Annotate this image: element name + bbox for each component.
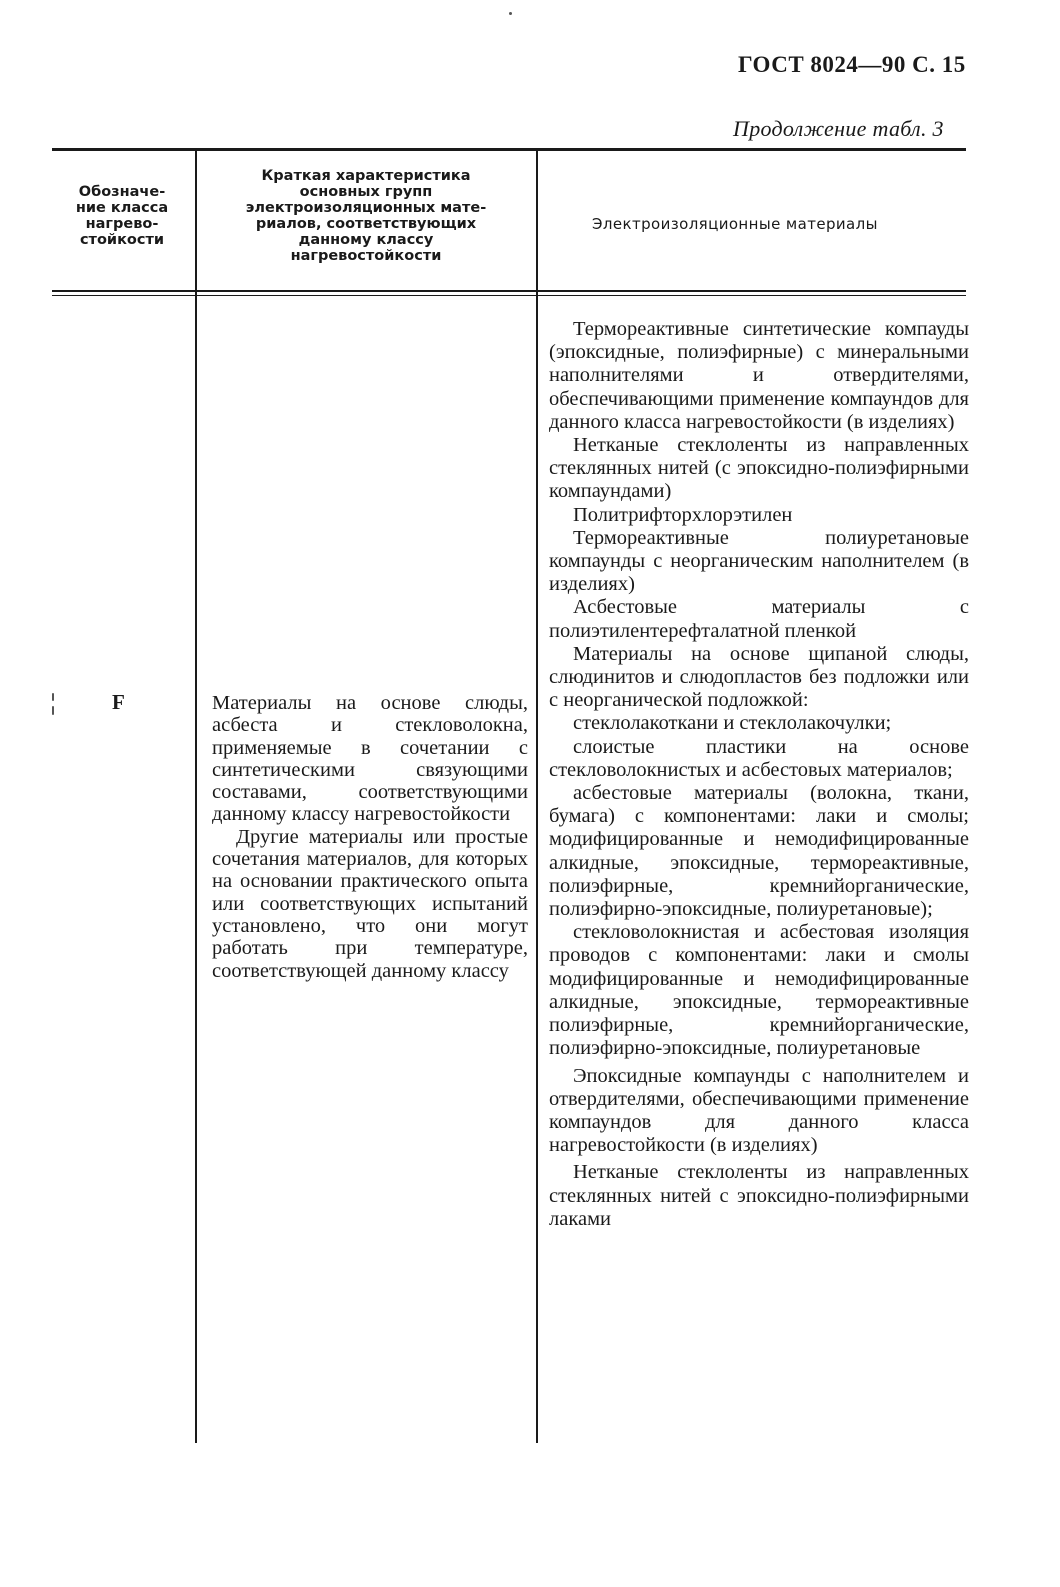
materials-paragraph: Нетканые стеклоленты из направленных стеклянных нитей с эпоксидно-полиэфирными лаками (549, 1161, 969, 1230)
materials-cell (549, 318, 969, 1231)
characteristics-paragraph: Материалы на основе слюды, асбеста и стекловолокна, применяемые в сочетании с синтетическими связующими составами, соответствующими данному классу нагревостойкости (212, 692, 528, 826)
column-header-class-designation: Обозначе- ние класса нагрево- стойкости (75, 184, 169, 248)
materials-paragraph: стеклолакоткани и стеклолакочулки; (573, 712, 892, 735)
materials-paragraph: Термореактивные полиуретановые компаунды с неорганическим наполнителем (в изделиях) (549, 526, 969, 596)
scan-speck (52, 706, 54, 715)
header-bottom-rule (52, 290, 966, 292)
materials-paragraph: Эпоксидные компаунды с наполнителем и отвердителями, обеспечивающими применение компаундов для данного класса нагревостойкости (в изделиях) (549, 1064, 969, 1157)
table-top-rule (52, 148, 966, 151)
materials-paragraph: Материалы на основе щипаной слюды, слюдинитов и слюдопластов без подложки или с неорганической подложкой: (549, 642, 969, 712)
class-designation-cell: F (112, 690, 125, 714)
page-header: ГОСТ 8024—90 С. 15 (738, 52, 966, 77)
materials-paragraph: Асбестовые материалы с полиэтилентерефталатной пленкой (549, 596, 969, 642)
scan-speck (52, 693, 54, 701)
characteristics-paragraph: Другие материалы или простые сочетания материалов, для которых на основании практического опыта или соответствующих испытаний установлено, что они могут работать при температуре, соответствующей данному классу (212, 825, 528, 982)
column-header-materials: Электроизоляционные материалы (592, 215, 878, 233)
scan-speck (509, 12, 512, 15)
header-bottom-rule (52, 295, 966, 296)
column-header-characteristics: Краткая характеристика основных групп электроизоляционных мате- риалов, соответствующих данному классу нагревостойкости (245, 168, 487, 264)
materials-paragraph: асбестовые материалы (волокна, ткани, бумага) с компонентами: лаки и смолы; модифицированные и немодифицированные алкидные, эпоксидные, термореактивные, полиэфирные, кремнийорганические, полиэфирно-эпоксидные, полиуретановые); (549, 782, 969, 921)
materials-paragraph: Политрифторхлорэтилен (573, 503, 793, 526)
materials-paragraph: Термореактивные синтетические компауды (эпоксидные, полиэфирные) с минеральными наполнителями и отвердителями, обеспечивающими применение компаундов для данного класса нагревостойкости (в изделиях) (549, 318, 969, 433)
characteristics-cell (212, 692, 528, 982)
table-continuation-label: Продолжение табл. 3 (733, 116, 944, 141)
column-divider (536, 151, 538, 1443)
materials-paragraph: слоистые пластики на основе стекловолокнистых и асбестовых материалов; (549, 735, 969, 781)
materials-paragraph: стекловолокнистая и асбестовая изоляция проводов с компонентами: лаки и смолы модифицированные и немодифицированные алкидные, эпоксидные, термореактивные полиэфирные, кремнийорганические, полиэфирно-эпоксидные, полиуретановые (549, 921, 969, 1060)
column-divider (195, 151, 197, 1443)
materials-paragraph: Нетканые стеклоленты из направленных стеклянных нитей (с эпоксидно-полиэфирными компаундами) (549, 434, 969, 503)
